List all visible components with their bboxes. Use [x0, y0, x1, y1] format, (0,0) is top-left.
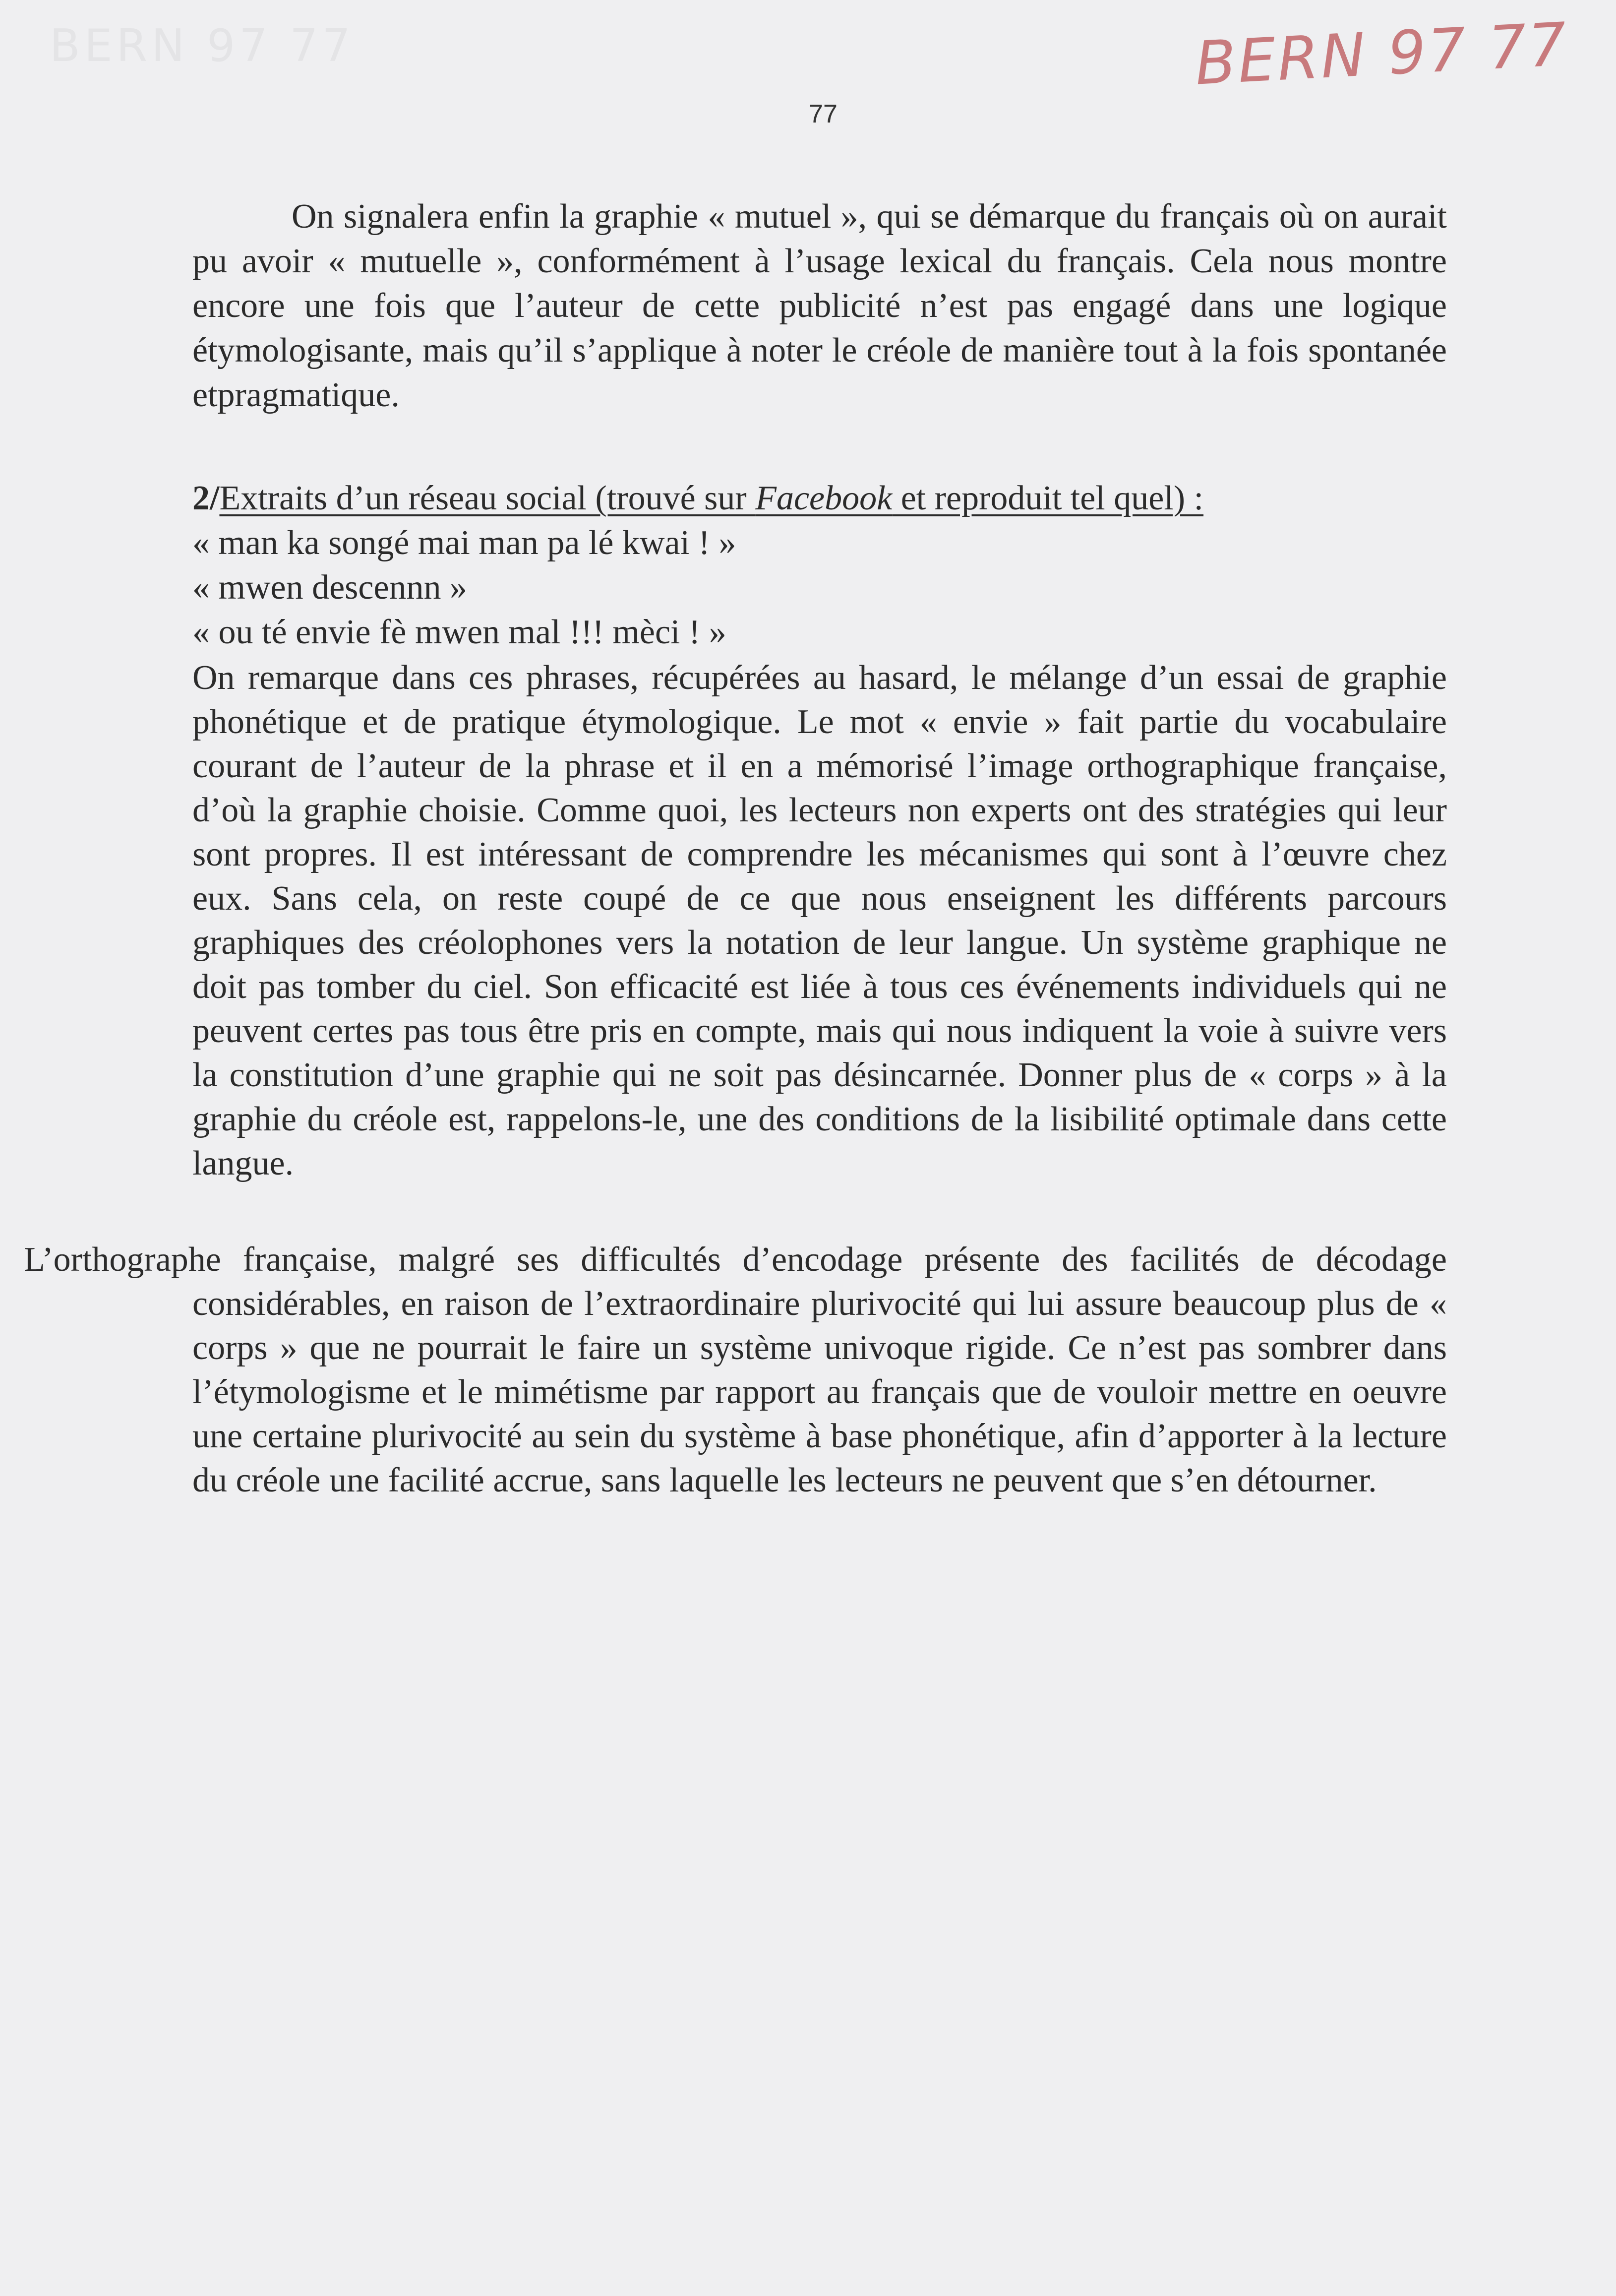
page-number: 77 — [809, 100, 838, 128]
quote-line: « mwen descennn » — [192, 568, 468, 607]
handwritten-stamp: BERN 97 77 — [1193, 10, 1570, 99]
quote-line: « ou té envie fè mwen mal !!! mèci ! » — [192, 613, 726, 651]
section-title-after: et reproduit tel quel) : — [892, 479, 1204, 517]
quote-line: « man ka songé mai man pa lé kwai ! » — [192, 524, 736, 562]
paragraph-3: L’orthographe française, malgré ses difficultés d’encodage présente des facilités de décodage considérables, en raison de l’extraordinaire plurivocité qui lui assure beaucoup plus de « corps » que ne pourrait le faire un système univoque rigide. Ce n’est pas sombrer dans l’étymologisme et le mimétisme par rapport au français que de vouloir mettre en oeuvre une certaine plurivocité au sein du système à base phonétique, afin d’apporter à la lecture du créole une facilité accrue, sans laquelle les lecteurs ne peuvent que s’en détourner. — [24, 1241, 1447, 1499]
quoted-examples — [192, 521, 736, 655]
faint-bleedthrough-mark: BERN 97 77 — [50, 20, 355, 72]
section-heading — [192, 476, 1203, 521]
section-title — [219, 479, 1203, 517]
paragraph-2: On remarque dans ces phrases, récupérées au hasard, le mélange d’un essai de graphie phonétique et de pratique étymologique. Le mot « envie » fait partie du vocabulaire courant de l’auteur de la phrase et il en a mémorisé l’image orthographique française, d’où la graphie choisie. Comme quoi, les lecteurs non experts ont des stratégies qui leur sont propres. Il est intéressant de comprendre les mécanismes qui sont à l’œuvre chez eux. Sans cela, on reste coupé de ce que nous enseignent les différents parcours graphiques des créolophones vers la notation de leur langue. Un système graphique ne doit pas tomber du ciel. Son efficacité est liée à tous ces événements individuels qui ne peuvent certes pas tous être pris en compte, mais qui nous indiquent la voie à suivre vers la constitution d’une graphie qui ne soit pas désincarnée. Donner plus de « corps » à la graphie du créole est, rappelons-le, une des conditions de la lisibilité optimale dans cette langue. — [192, 659, 1447, 1182]
section-title-italic: Facebook — [755, 479, 893, 517]
section-number: 2/ — [192, 479, 220, 517]
paragraph-1: On signalera enfin la graphie « mutuel », qui se démarque du français où on aurait pu avoir « mutuelle », conformément à l’usage lexical du français. Cela nous montre encore une fois que l’auteur de cette publicité n’est pas engagé dans une logique étymologisante, mais qu’il s’applique à noter le créole de manière tout à la fois spontanée etpragmatique. — [192, 197, 1447, 414]
section-title-before: Extraits d’un réseau social (trouvé sur — [219, 479, 756, 517]
